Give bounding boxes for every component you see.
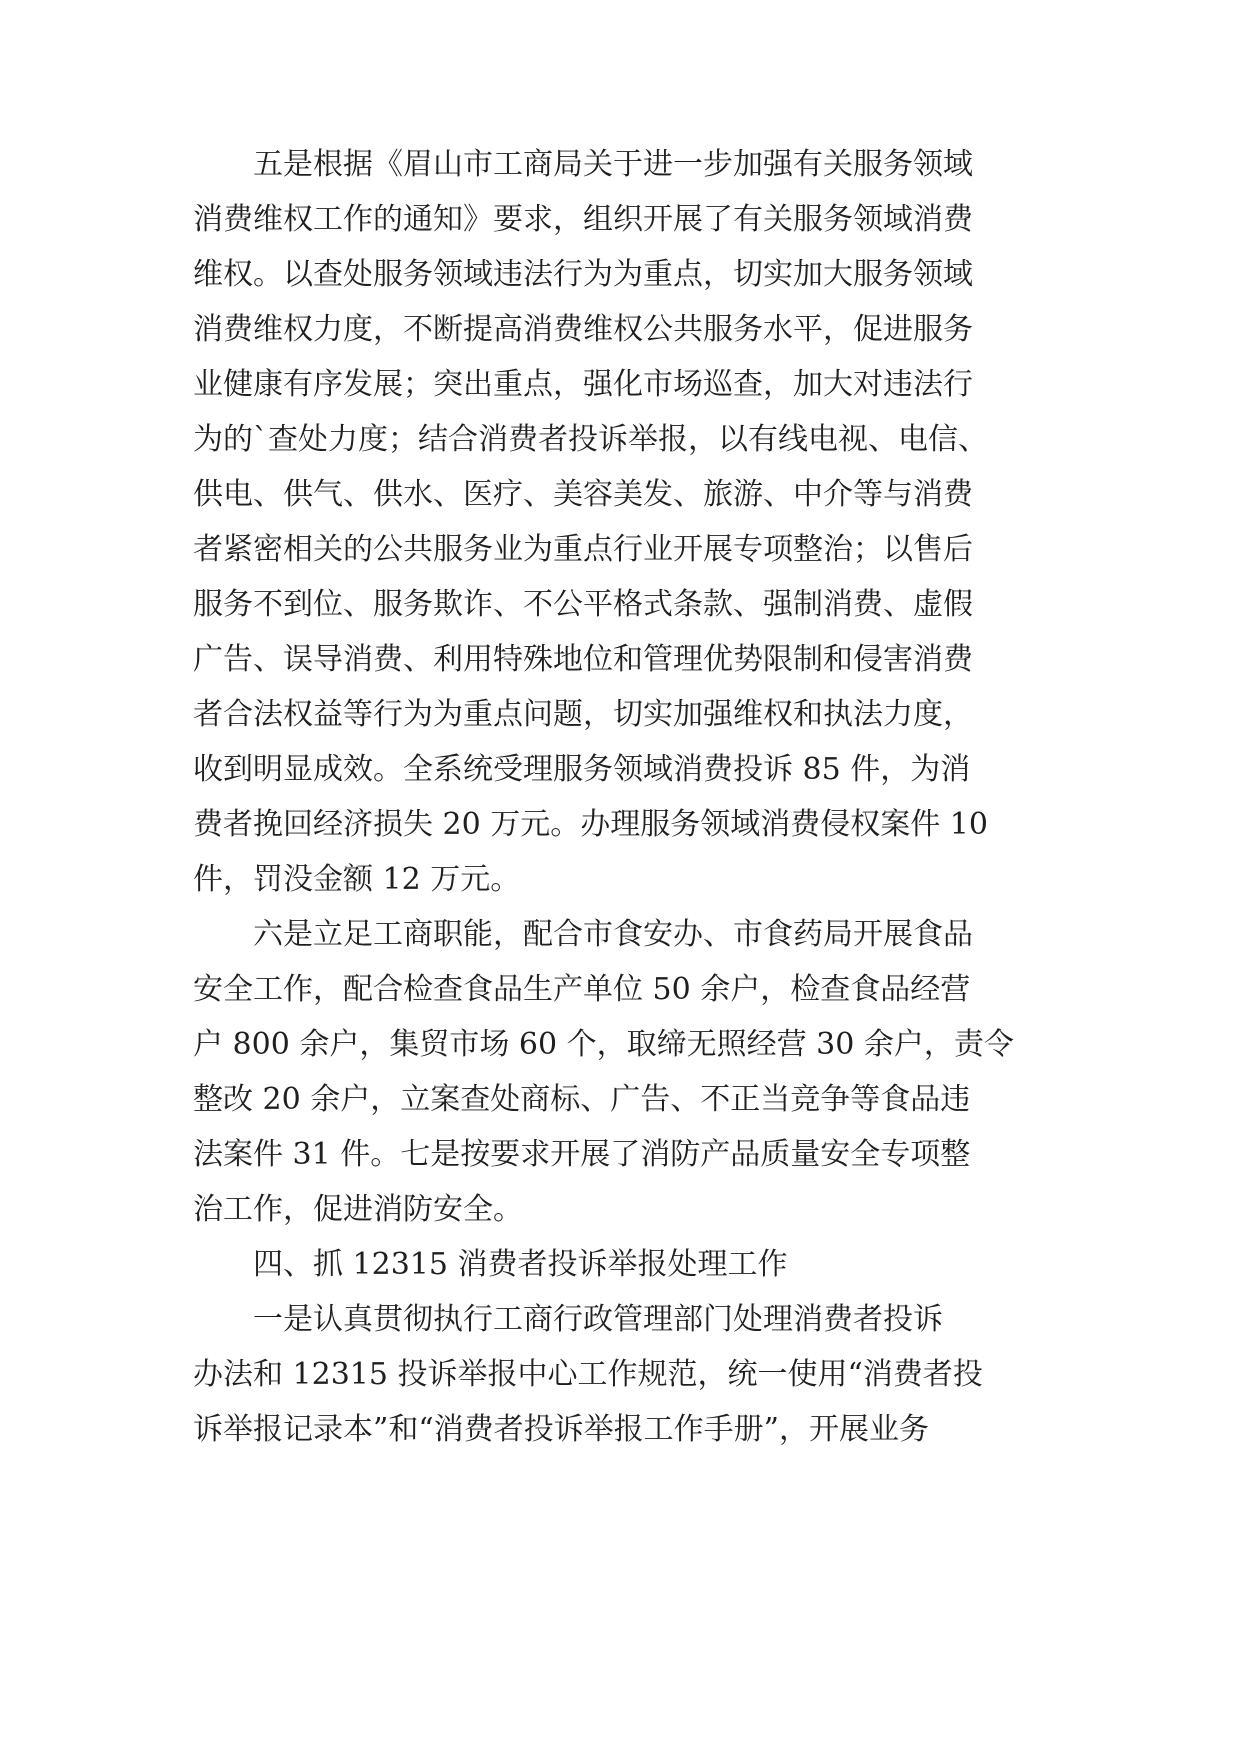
paragraph-line: 一是认真贯彻执行工商行政管理部门处理消费者投诉 [253, 1302, 943, 1337]
paragraph-line: 六是立足工商职能，配合市食安办、市食药局开展食品 [253, 917, 973, 952]
paragraph-line: 五是根据《眉山市工商局关于进一步加强有关服务领域 [253, 147, 973, 182]
paragraph-line: 者紧密相关的公共服务业为重点行业开展专项整治；以售后 [193, 532, 973, 567]
paragraph-line: 维权。以查处服务领域违法行为为重点，切实加大服务领域 [193, 257, 973, 292]
paragraph-line: 户 800 余户，集贸市场 60 个，取缔无照经营 30 余户，责令 [193, 1027, 1014, 1062]
paragraph-line: 为的`查处力度；结合消费者投诉举报，以有线电视、电信、 [193, 422, 988, 457]
paragraph-line: 供电、供气、供水、医疗、美容美发、旅游、中介等与消费 [193, 477, 973, 512]
paragraph-line: 整改 20 余户，立案查处商标、广告、不正当竞争等食品违 [193, 1082, 971, 1117]
paragraph-line: 诉举报记录本”和“消费者投诉举报工作手册”，开展业务 [193, 1412, 930, 1447]
paragraph-line: 者合法权益等行为为重点问题，切实加强维权和执法力度， [193, 697, 973, 732]
paragraph-line: 安全工作，配合检查食品生产单位 50 余户，检查食品经营 [193, 972, 971, 1007]
section-heading: 四、抓 12315 消费者投诉举报处理工作 [253, 1247, 788, 1282]
paragraph-line: 广告、误导消费、利用特殊地位和管理优势限制和侵害消费 [193, 642, 973, 677]
paragraph-line: 办法和 12315 投诉举报中心工作规范，统一使用“消费者投 [193, 1357, 983, 1392]
paragraph-line: 服务不到位、服务欺诈、不公平格式条款、强制消费、虚假 [193, 587, 973, 622]
paragraph-line: 治工作，促进消防安全。 [193, 1192, 523, 1227]
paragraph-line: 收到明显成效。全系统受理服务领域消费投诉 85 件，为消 [193, 752, 971, 787]
paragraph-line: 件，罚没金额 12 万元。 [193, 862, 521, 897]
paragraph-line: 消费维权工作的通知》要求，组织开展了有关服务领域消费 [193, 202, 973, 237]
paragraph-line: 费者挽回经济损失 20 万元。办理服务领域消费侵权案件 10 [193, 807, 988, 842]
paragraph-line: 消费维权力度，不断提高消费维权公共服务水平，促进服务 [193, 312, 973, 347]
paragraph-line: 法案件 31 件。七是按要求开展了消防产品质量安全专项整 [193, 1137, 971, 1172]
paragraph-line: 业健康有序发展；突出重点，强化市场巡查，加大对违法行 [193, 367, 973, 402]
